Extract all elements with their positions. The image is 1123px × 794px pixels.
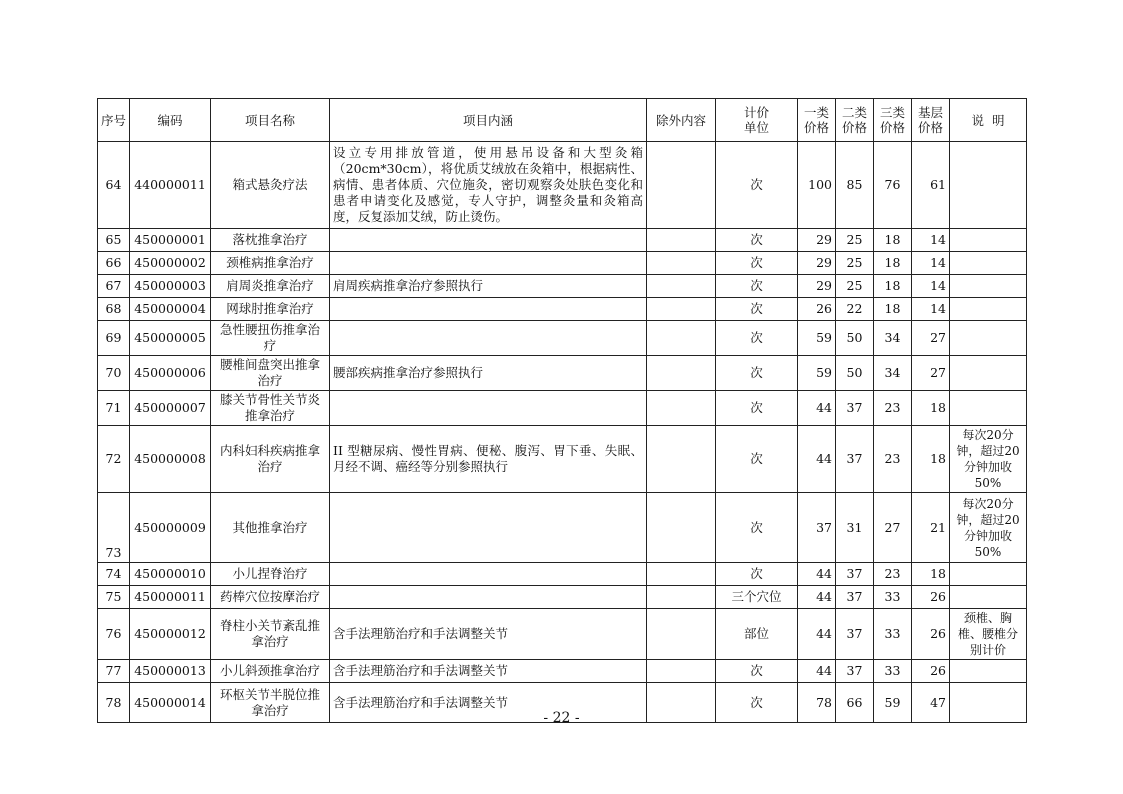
cell-note: 每次20分钟，超过20分钟加收50% [950, 426, 1027, 493]
cell-excluded [647, 275, 716, 298]
page-number: - 22 - [543, 710, 580, 726]
cell-price-3: 33 [874, 609, 912, 660]
cell-note [950, 356, 1027, 391]
cell-item-name: 脊柱小关节紊乱推拿治疗 [211, 609, 330, 660]
cell-unit: 次 [716, 563, 798, 586]
cell-price-1: 26 [798, 298, 836, 321]
cell-price-4: 18 [912, 391, 950, 426]
table-row [98, 563, 1027, 586]
cell-price-4: 21 [912, 493, 950, 563]
cell-item-name: 小儿捏脊治疗 [211, 563, 330, 586]
cell-code: 450000014 [130, 683, 211, 723]
cell-note: 每次20分钟，超过20分钟加收50% [950, 493, 1027, 563]
cell-price-1: 44 [798, 563, 836, 586]
cell-code: 450000004 [130, 298, 211, 321]
cell-content [330, 586, 647, 609]
cell-content [330, 229, 647, 252]
cell-item-name: 膝关节骨性关节炎推拿治疗 [211, 391, 330, 426]
cell-price-2: 31 [836, 493, 874, 563]
cell-price-4: 18 [912, 426, 950, 493]
cell-unit: 次 [716, 493, 798, 563]
header-price-4: 基层 价格 [912, 99, 950, 142]
cell-item-name: 网球肘推拿治疗 [211, 298, 330, 321]
cell-seq: 68 [98, 298, 130, 321]
cell-code: 450000008 [130, 426, 211, 493]
cell-note [950, 586, 1027, 609]
cell-excluded [647, 660, 716, 683]
cell-seq: 76 [98, 609, 130, 660]
cell-content [330, 298, 647, 321]
cell-unit: 次 [716, 252, 798, 275]
cell-excluded [647, 426, 716, 493]
header-price-2: 二类 价格 [836, 99, 874, 142]
cell-content: 腰部疾病推拿治疗参照执行 [330, 356, 647, 391]
cell-seq: 78 [98, 683, 130, 723]
cell-price-4: 14 [912, 229, 950, 252]
cell-seq: 70 [98, 356, 130, 391]
cell-seq: 73 [98, 493, 130, 563]
cell-unit: 次 [716, 426, 798, 493]
cell-price-4: 14 [912, 252, 950, 275]
cell-price-4: 61 [912, 142, 950, 229]
cell-price-2: 22 [836, 298, 874, 321]
cell-seq: 71 [98, 391, 130, 426]
cell-price-1: 44 [798, 660, 836, 683]
cell-unit: 部位 [716, 609, 798, 660]
cell-price-1: 78 [798, 683, 836, 723]
cell-excluded [647, 298, 716, 321]
cell-item-name: 腰椎间盘突出推拿治疗 [211, 356, 330, 391]
cell-seq: 67 [98, 275, 130, 298]
cell-price-4: 14 [912, 298, 950, 321]
cell-code: 450000009 [130, 493, 211, 563]
cell-price-4: 47 [912, 683, 950, 723]
cell-item-name: 肩周炎推拿治疗 [211, 275, 330, 298]
cell-excluded [647, 586, 716, 609]
cell-item-name: 环枢关节半脱位推拿治疗 [211, 683, 330, 723]
cell-note [950, 252, 1027, 275]
cell-content [330, 391, 647, 426]
header-price-1: 一类 价格 [798, 99, 836, 142]
cell-content: 肩周疾病推拿治疗参照执行 [330, 275, 647, 298]
cell-excluded [647, 356, 716, 391]
cell-price-2: 85 [836, 142, 874, 229]
cell-price-1: 37 [798, 493, 836, 563]
cell-price-2: 37 [836, 586, 874, 609]
cell-seq: 74 [98, 563, 130, 586]
cell-price-3: 33 [874, 660, 912, 683]
header-row [98, 99, 1027, 142]
cell-excluded [647, 142, 716, 229]
cell-price-2: 37 [836, 563, 874, 586]
cell-content [330, 563, 647, 586]
header-name: 项目名称 [211, 99, 330, 142]
cell-price-4: 26 [912, 609, 950, 660]
cell-price-4: 26 [912, 660, 950, 683]
cell-content: 含手法理筋治疗和手法调整关节 [330, 683, 647, 723]
table-row [98, 586, 1027, 609]
table-row [98, 609, 1027, 660]
cell-code: 450000002 [130, 252, 211, 275]
header-unit: 计价 单位 [716, 99, 798, 142]
cell-price-3: 59 [874, 683, 912, 723]
table-row [98, 493, 1027, 563]
cell-note [950, 275, 1027, 298]
header-content: 项目内涵 [330, 99, 647, 142]
cell-price-3: 76 [874, 142, 912, 229]
cell-price-1: 59 [798, 356, 836, 391]
cell-excluded [647, 229, 716, 252]
cell-price-2: 25 [836, 229, 874, 252]
cell-note [950, 660, 1027, 683]
header-seq: 序号 [98, 99, 130, 142]
cell-price-2: 50 [836, 356, 874, 391]
cell-price-1: 29 [798, 252, 836, 275]
cell-price-1: 44 [798, 586, 836, 609]
cell-note [950, 391, 1027, 426]
cell-price-3: 18 [874, 252, 912, 275]
table-row [98, 275, 1027, 298]
header-note: 说 明 [950, 99, 1027, 142]
cell-price-1: 29 [798, 275, 836, 298]
table-row [98, 356, 1027, 391]
cell-content [330, 252, 647, 275]
cell-unit: 次 [716, 683, 798, 723]
cell-excluded [647, 252, 716, 275]
cell-content [330, 493, 647, 563]
cell-unit: 次 [716, 660, 798, 683]
cell-content [330, 321, 647, 356]
cell-code: 450000005 [130, 321, 211, 356]
cell-note: 颈椎、胸椎、腰椎分别计价 [950, 609, 1027, 660]
cell-item-name: 落枕推拿治疗 [211, 229, 330, 252]
cell-unit: 次 [716, 229, 798, 252]
cell-price-2: 37 [836, 391, 874, 426]
cell-price-3: 23 [874, 391, 912, 426]
header-code: 编码 [130, 99, 211, 142]
cell-price-3: 18 [874, 229, 912, 252]
header-price-3: 三类 价格 [874, 99, 912, 142]
table-row [98, 229, 1027, 252]
cell-unit: 次 [716, 142, 798, 229]
cell-code: 450000010 [130, 563, 211, 586]
fee-schedule-table [97, 98, 1027, 723]
cell-price-2: 37 [836, 609, 874, 660]
cell-unit: 次 [716, 356, 798, 391]
cell-item-name: 颈椎病推拿治疗 [211, 252, 330, 275]
cell-price-4: 18 [912, 563, 950, 586]
cell-code: 450000007 [130, 391, 211, 426]
cell-unit: 次 [716, 298, 798, 321]
cell-price-1: 44 [798, 391, 836, 426]
cell-price-4: 26 [912, 586, 950, 609]
cell-item-name: 内科妇科疾病推拿治疗 [211, 426, 330, 493]
cell-code: 450000012 [130, 609, 211, 660]
cell-content: 含手法理筋治疗和手法调整关节 [330, 660, 647, 683]
cell-note [950, 229, 1027, 252]
cell-item-name: 箱式悬灸疗法 [211, 142, 330, 229]
cell-price-4: 27 [912, 356, 950, 391]
cell-price-2: 25 [836, 275, 874, 298]
cell-unit: 次 [716, 391, 798, 426]
cell-note [950, 298, 1027, 321]
cell-seq: 69 [98, 321, 130, 356]
cell-price-1: 100 [798, 142, 836, 229]
cell-price-2: 37 [836, 426, 874, 493]
cell-note [950, 142, 1027, 229]
cell-unit: 次 [716, 275, 798, 298]
cell-excluded [647, 391, 716, 426]
cell-price-4: 14 [912, 275, 950, 298]
cell-seq: 64 [98, 142, 130, 229]
cell-content: II 型糖尿病、慢性胃病、便秘、腹泻、胃下垂、失眠、月经不调、癌经等分别参照执行 [330, 426, 647, 493]
table-row [98, 391, 1027, 426]
cell-excluded [647, 493, 716, 563]
cell-item-name: 药棒穴位按摩治疗 [211, 586, 330, 609]
cell-price-4: 27 [912, 321, 950, 356]
cell-unit: 次 [716, 321, 798, 356]
cell-item-name: 小儿斜颈推拿治疗 [211, 660, 330, 683]
cell-price-3: 23 [874, 426, 912, 493]
cell-excluded [647, 563, 716, 586]
cell-item-name: 急性腰扭伤推拿治疗 [211, 321, 330, 356]
cell-price-3: 18 [874, 298, 912, 321]
cell-price-1: 44 [798, 609, 836, 660]
cell-price-3: 34 [874, 356, 912, 391]
cell-seq: 65 [98, 229, 130, 252]
cell-seq: 66 [98, 252, 130, 275]
cell-code: 450000011 [130, 586, 211, 609]
cell-price-3: 18 [874, 275, 912, 298]
cell-price-2: 66 [836, 683, 874, 723]
cell-price-1: 29 [798, 229, 836, 252]
cell-item-name: 其他推拿治疗 [211, 493, 330, 563]
table-row [98, 426, 1027, 493]
header-excluded: 除外内容 [647, 99, 716, 142]
cell-price-2: 37 [836, 660, 874, 683]
cell-content: 设立专用排放管道，使用悬吊设备和大型灸箱（20cm*30cm），将优质艾绒放在灸箱中，根据病性、病情、患者体质、穴位施灸，密切观察灸处肤色变化和患者申请变化及感觉，专人守护，调整灸量和灸箱高度，反复添加艾绒，防止烫伤。 [330, 142, 647, 229]
cell-price-1: 59 [798, 321, 836, 356]
table-row [98, 321, 1027, 356]
cell-excluded [647, 609, 716, 660]
cell-code: 440000011 [130, 142, 211, 229]
cell-price-3: 27 [874, 493, 912, 563]
cell-code: 450000006 [130, 356, 211, 391]
cell-price-3: 33 [874, 586, 912, 609]
cell-unit: 三个穴位 [716, 586, 798, 609]
table-row [98, 298, 1027, 321]
cell-seq: 72 [98, 426, 130, 493]
cell-content: 含手法理筋治疗和手法调整关节 [330, 609, 647, 660]
cell-note [950, 563, 1027, 586]
cell-seq: 77 [98, 660, 130, 683]
cell-price-2: 25 [836, 252, 874, 275]
cell-code: 450000013 [130, 660, 211, 683]
cell-note [950, 321, 1027, 356]
cell-price-2: 50 [836, 321, 874, 356]
table-row [98, 142, 1027, 229]
table-row [98, 252, 1027, 275]
cell-price-3: 34 [874, 321, 912, 356]
table-row [98, 660, 1027, 683]
cell-price-1: 44 [798, 426, 836, 493]
cell-seq: 75 [98, 586, 130, 609]
cell-price-3: 23 [874, 563, 912, 586]
cell-code: 450000001 [130, 229, 211, 252]
cell-excluded [647, 321, 716, 356]
cell-code: 450000003 [130, 275, 211, 298]
